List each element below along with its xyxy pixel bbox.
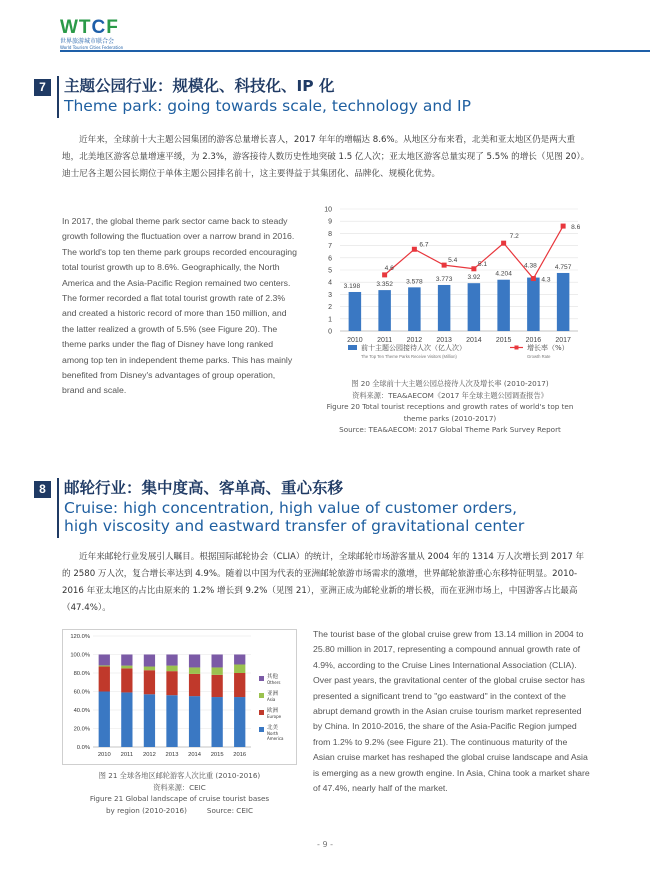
legend-swatch: [259, 710, 264, 715]
bar: [557, 273, 569, 331]
y-tick-label: 100.0%: [70, 652, 90, 659]
stacked-segment: [234, 697, 245, 747]
section-8-number: 8: [34, 481, 51, 498]
logo-mark-b: C: [91, 17, 107, 38]
bar: [349, 292, 361, 331]
bar-value-label: 3.198: [343, 282, 361, 290]
x-tick-label: 2015: [210, 752, 224, 758]
bar: [378, 290, 390, 331]
figure-21-source-cn: 资料来源：CEIC: [153, 782, 206, 792]
stacked-segment: [121, 666, 132, 669]
section-7-title-en: Theme park: going towards scale, technology and IP: [64, 97, 471, 115]
figure-20-caption: [310, 378, 590, 436]
y-tick-label: 5: [328, 267, 332, 275]
stacked-segment: [212, 655, 223, 668]
legend-label-en: Europe: [267, 714, 282, 719]
legend-item: [259, 708, 281, 719]
section-7-paragraph-en: In 2017, the global theme park sector came back to steady growth following the fluctuation over a narrow brand in 2016. The world's top ten theme park groups recorded encouraging total tourist growth up to 8.6%. Geographically, the North America and the Asia-Pacific Region remained two centers. The former recorded a flat total tourist growth rate of 2.3% and created a historic record of more than 150 million, and the latter realized a growth of 5.5% (see Figure 20). The theme parks under the flag of Disney have long ranked among top ten in independent theme parks. This has mainly benefited from Disney's advantages of group operation, brand and scale.: [62, 216, 297, 396]
legend-swatch: [259, 676, 264, 681]
legend-label-cn: 亚洲: [267, 691, 279, 697]
stacked-segment: [144, 670, 155, 694]
legend-label-en: North America: [267, 731, 284, 741]
y-tick-label: 10: [324, 206, 332, 214]
legend-item: [259, 674, 280, 685]
legend-text: [267, 691, 278, 702]
growth-value-label: 4.6: [384, 264, 394, 272]
stacked-segment: [99, 692, 110, 748]
cruise-chart-frame: [62, 629, 297, 765]
figure-20-source-en: Source: TEA&AECOM: 2017 Global Theme Park Survey Report: [339, 425, 561, 434]
x-tick-label: 2014: [188, 752, 202, 758]
x-tick-label: 2010: [347, 337, 363, 344]
legend-label-cn: 其他: [267, 674, 279, 680]
figure-21-caption-en-2a: by region (2010-2016): [106, 805, 187, 815]
figure-21-caption-cn: 图 21 全球各地区邮轮游客人次比重 (2010-2016): [98, 771, 261, 780]
y-tick-label: 120.0%: [70, 634, 90, 640]
stacked-segment: [234, 655, 245, 665]
bar: [497, 280, 509, 331]
x-tick-label: 2016: [525, 337, 542, 344]
stacked-segment: [144, 667, 155, 671]
figure-20-source-cn: 资料来源：TEA&AECOM《2017 年全球主题公园调查报告》: [352, 390, 548, 400]
x-tick-label: 2012: [406, 337, 423, 344]
growth-value-label: 5.1: [477, 260, 488, 268]
growth-point: [471, 266, 476, 271]
x-tick-label: 2011: [120, 752, 134, 758]
bar-value-label: 3.352: [376, 281, 393, 289]
growth-point: [501, 241, 506, 246]
header-rule: [60, 50, 650, 52]
bar-value-label: 3.773: [435, 275, 453, 283]
stacked-segment: [212, 667, 223, 674]
x-tick-label: 2013: [165, 752, 179, 758]
figure-20-caption-cn: 图 20 全球前十大主题公园总接待人次及增长率 (2010-2017): [351, 379, 549, 388]
bar-value-label: 4.204: [495, 270, 512, 278]
section-8-bar: [57, 478, 59, 538]
legend-text: [267, 674, 280, 685]
page-number: - 9 -: [317, 840, 333, 849]
growth-point: [412, 247, 417, 252]
figure-21-caption: [62, 770, 297, 816]
stacked-segment: [99, 655, 110, 666]
growth-value-label: 6.7: [419, 241, 429, 249]
growth-value-label: 7.2: [509, 233, 519, 241]
section-7-number: 7: [34, 79, 51, 96]
y-tick-label: 7: [328, 243, 332, 251]
stacked-segment: [144, 694, 155, 747]
x-tick-label: 2012: [142, 752, 156, 758]
y-tick-label: 3: [328, 291, 332, 299]
section-7-bar: [57, 76, 59, 118]
legend-label-growth: 增长率（%）: [527, 344, 569, 352]
section-8-title-en-1: Cruise: high concentration, high value of customer orders,: [64, 499, 518, 517]
growth-point: [561, 224, 566, 229]
stacked-segment: [121, 668, 132, 692]
bar: [438, 285, 450, 331]
x-tick-label: 2010: [97, 752, 111, 758]
legend-label-growth-en: Growth Rate: [527, 354, 551, 359]
x-tick-label: 2015: [495, 337, 512, 344]
stacked-segment: [234, 664, 245, 673]
growth-value-label: 4.3: [541, 276, 551, 284]
x-tick-label: 2013: [436, 337, 452, 344]
y-tick-label: 2: [328, 304, 332, 312]
y-tick-label: 60.0%: [73, 689, 90, 696]
growth-value-label: 8.6: [571, 224, 581, 232]
figure-21-source-en: Source: CEIC: [206, 805, 253, 815]
stacked-segment: [99, 667, 110, 692]
logo-mark-c: F: [106, 17, 119, 38]
stacked-segment: [99, 665, 110, 666]
legend-item: [259, 691, 278, 702]
bar: [408, 287, 420, 331]
y-tick-label: 0.0%: [76, 745, 90, 751]
x-tick-label: 2014: [466, 337, 482, 344]
stacked-segment: [189, 674, 200, 696]
x-tick-label: 2011: [377, 337, 393, 344]
bar-value-label: 3.92: [467, 274, 481, 282]
logo-mark-a: WT: [60, 17, 92, 38]
section-8-paragraph-en: The tourist base of the global cruise grew from 13.14 million in 2004 to 25.80 million in 2017, representing a compound annual growth rate of 4.9%, according to the Cruise Lines International Association (CLIA). Over past years, the gravitational center of the global cruise sector has presented a significant trend to "go eastward" in the context of the abrupt demand growth in the Asian cruise tourism market represented by China. In 2010-2016, the share of the Asia-Pacific Region jumped from 1.2% to 9.2% (see Figure 21). The continuous maturity of the Asian cruise market has reshaped the global cruise landscape and Asia is emerging as a new growth engine. In Asia, China took a market share of 47.4%, nearly half of the market.: [313, 629, 590, 794]
stacked-segment: [189, 696, 200, 747]
stacked-segment: [166, 671, 177, 695]
y-tick-label: 40.0%: [73, 708, 90, 714]
stacked-segment: [234, 673, 245, 697]
y-tick-label: 8: [328, 230, 332, 238]
stacked-segment: [144, 655, 155, 667]
section-8-paragraph-cn: 近年来邮轮行业发展引人瞩目。根据国际邮轮协会（CLIA）的统计，全球邮轮市场游客量从 2004 年的 1314 万人次增长到 2017 年的 2580 万人次，复合增长率达到 4.9%。随着以中国为代表的亚洲邮轮旅游市场需求的激增，世界邮轮旅游重心东移特征明显。2010-2016 年亚太地区的占比由原来的 1.2% 增长到 9.2%（见图 21），亚洲正成为邮轮业新的增长极，而在亚洲市场上，中国游客占比最高（47.4%）。: [62, 552, 585, 613]
logo-en-name: World Tourism Cities Federation: [60, 45, 124, 50]
wtcf-logo: [60, 18, 140, 50]
growth-point: [442, 263, 447, 268]
legend-label-en: Others: [267, 680, 281, 685]
stacked-segment: [166, 655, 177, 666]
legend-item: [259, 725, 295, 741]
section-8-title-en-2: high viscosity and eastward transfer of gravitational center: [64, 517, 525, 535]
growth-point: [382, 272, 387, 277]
legend-label-en: Asia: [267, 697, 276, 702]
legend-swatch-visitors: [348, 345, 357, 350]
legend-text: [267, 725, 295, 741]
x-tick-label: 2016: [233, 752, 247, 758]
figure-20-caption-en: Figure 20 Total tourist receptions and growth rates of world's top ten theme parks (2010-2017): [326, 402, 574, 423]
legend-text: [267, 708, 281, 719]
stacked-segment: [212, 675, 223, 697]
section-8-title-cn: 邮轮行业：集中度高、客单高、重心东移: [64, 479, 344, 497]
logo-cn-name: 世界旅游城市联合会: [60, 38, 115, 45]
bar: [527, 278, 539, 331]
legend-label-cn: 北美: [267, 725, 279, 731]
y-tick-label: 1: [328, 316, 332, 324]
section-7-title-cn: 主题公园行业：规模化、科技化、IP 化: [64, 77, 335, 95]
figure-21-caption-en: Figure 21 Global landscape of cruise tourist bases: [89, 794, 270, 803]
stacked-segment: [166, 666, 177, 672]
y-tick-label: 0: [328, 328, 332, 336]
y-tick-label: 6: [328, 255, 332, 263]
stacked-segment: [189, 667, 200, 673]
y-tick-label: 4: [328, 279, 332, 287]
stacked-segment: [121, 655, 132, 666]
legend-swatch: [259, 693, 264, 698]
figure-21-caption-en-2: [62, 805, 297, 817]
bar-value-label: 3.578: [406, 278, 423, 286]
growth-value-label: 5.4: [448, 257, 458, 265]
bar-value-label: 4.757: [554, 263, 572, 271]
theme-park-chart: [310, 200, 590, 375]
legend-swatch: [259, 727, 264, 732]
legend-label-cn: 欧洲: [267, 708, 279, 714]
bar: [468, 283, 480, 331]
stacked-segment: [189, 655, 200, 668]
growth-point: [531, 276, 536, 281]
legend-label-visitors-en: The Top Ten Theme Parks Receive Visitors (Million): [361, 354, 457, 359]
bar-value-label: 4.38: [523, 262, 537, 270]
y-tick-label: 20.0%: [73, 726, 90, 733]
y-tick-label: 9: [328, 218, 332, 226]
section-7-paragraph-cn: 近年来，全球前十大主题公园集团的游客总量增长喜人，2017 年年的增幅达 8.6%。从地区分布来看，北美和亚太地区仍是两大重地，北美地区游客总量增速平缓，为 2.3%，游客接待人数历史性地突破 1.5 亿人次；亚太地区游客总量实现了 5.5% 的增长（见图 20）。迪士尼各主题公园长期位于单体主题公园排名前十，这主要得益于其集团化、品牌化、规模化优势。: [62, 135, 590, 179]
legend-label-visitors: 前十主题公园接待人次（亿人次）: [361, 344, 466, 352]
stacked-segment: [121, 692, 132, 747]
legend-marker-growth: [515, 346, 519, 350]
stacked-segment: [166, 695, 177, 747]
y-tick-label: 80.0%: [73, 671, 90, 677]
stacked-segment: [212, 697, 223, 747]
x-tick-label: 2017: [555, 337, 571, 344]
